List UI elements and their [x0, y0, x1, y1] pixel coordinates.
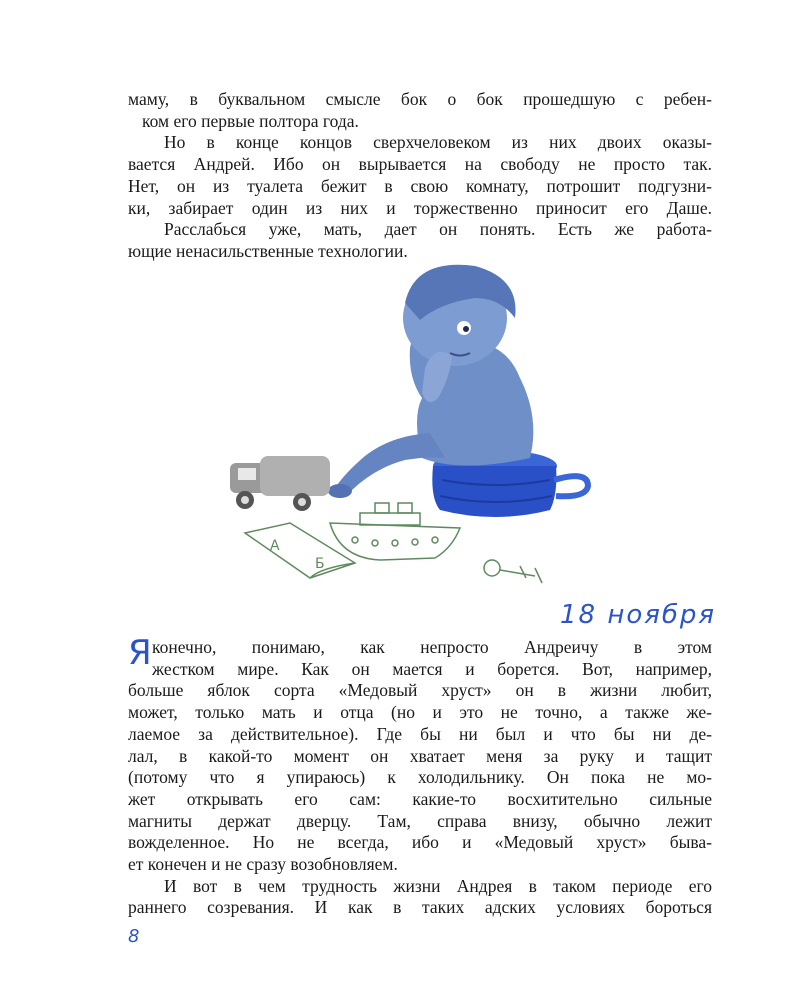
drop-cap-letter: Я [128, 633, 152, 673]
text-line: раннего созревания. И как в таких адских условиях бороться [128, 897, 712, 918]
text-line: Но в конце концов сверхчеловеком из них двоих оказы- [164, 132, 712, 153]
text-line: ком его первые полтора года. [142, 110, 359, 131]
text-line: (потому что я упираюсь) к холодильнику. Он пока не мо- [128, 767, 712, 788]
text-line: больше яблок сорта «Медовый хруст» он в жизни любит, [128, 680, 712, 701]
date-heading: 18 ноября [560, 600, 717, 630]
text-line: может, только мать и отца (но и это не точно, а также же- [128, 702, 712, 723]
bottom-text-block [128, 637, 712, 919]
child-on-potty-illustration [190, 258, 600, 618]
text-line: ки, забирает один из них и торжественно приносит его Даше. [128, 197, 712, 218]
text-line: жет открывать его сам: какие-то восхитительно сильные [128, 788, 712, 809]
toy-box-letter: A [270, 538, 280, 554]
key-toy-illustration [484, 560, 542, 583]
text-line: И вот в чем трудность жизни Андрея в таком периоде его [164, 875, 712, 896]
top-text-block [128, 89, 712, 263]
text-line: ющие ненасильственные технологии. [128, 240, 408, 261]
text-line: маму, в буквальном смысле бок о бок прошедшую с ребен- [128, 89, 712, 109]
text-line: лал, в какой-то момент он хватает меня за руку и тащит [128, 745, 712, 766]
text-line: Расслабься уже, мать, дает он понять. Есть же работа- [164, 219, 712, 240]
toy-box-letter: Б [315, 556, 325, 572]
text-line: магниты держат дверцу. Там, справа внизу, обычно лежит [128, 810, 712, 831]
toy-ship-illustration [330, 503, 460, 560]
toy-box-illustration [245, 523, 355, 578]
text-line: лаемое за действительное). Где бы ни был и что бы ни де- [128, 723, 712, 744]
text-line: Нет, он из туалета бежит в свою комнату, потрошит подгузни- [128, 175, 712, 196]
text-line: конечно, понимаю, как непросто Андреичу в этом [152, 637, 712, 657]
page-number: 8 [128, 926, 140, 947]
toy-truck-illustration [230, 456, 330, 511]
text-line: вается Андрей. Ибо он вырывается на свободу не просто так. [128, 154, 712, 175]
text-line: вожделенное. Но не всегда, ибо и «Медовый хруст» быва- [128, 832, 712, 853]
text-line: ет конечен и не сразу возобновляем. [128, 854, 398, 875]
text-line: жестком мире. Как он мается и борется. Вот, например, [152, 658, 712, 679]
